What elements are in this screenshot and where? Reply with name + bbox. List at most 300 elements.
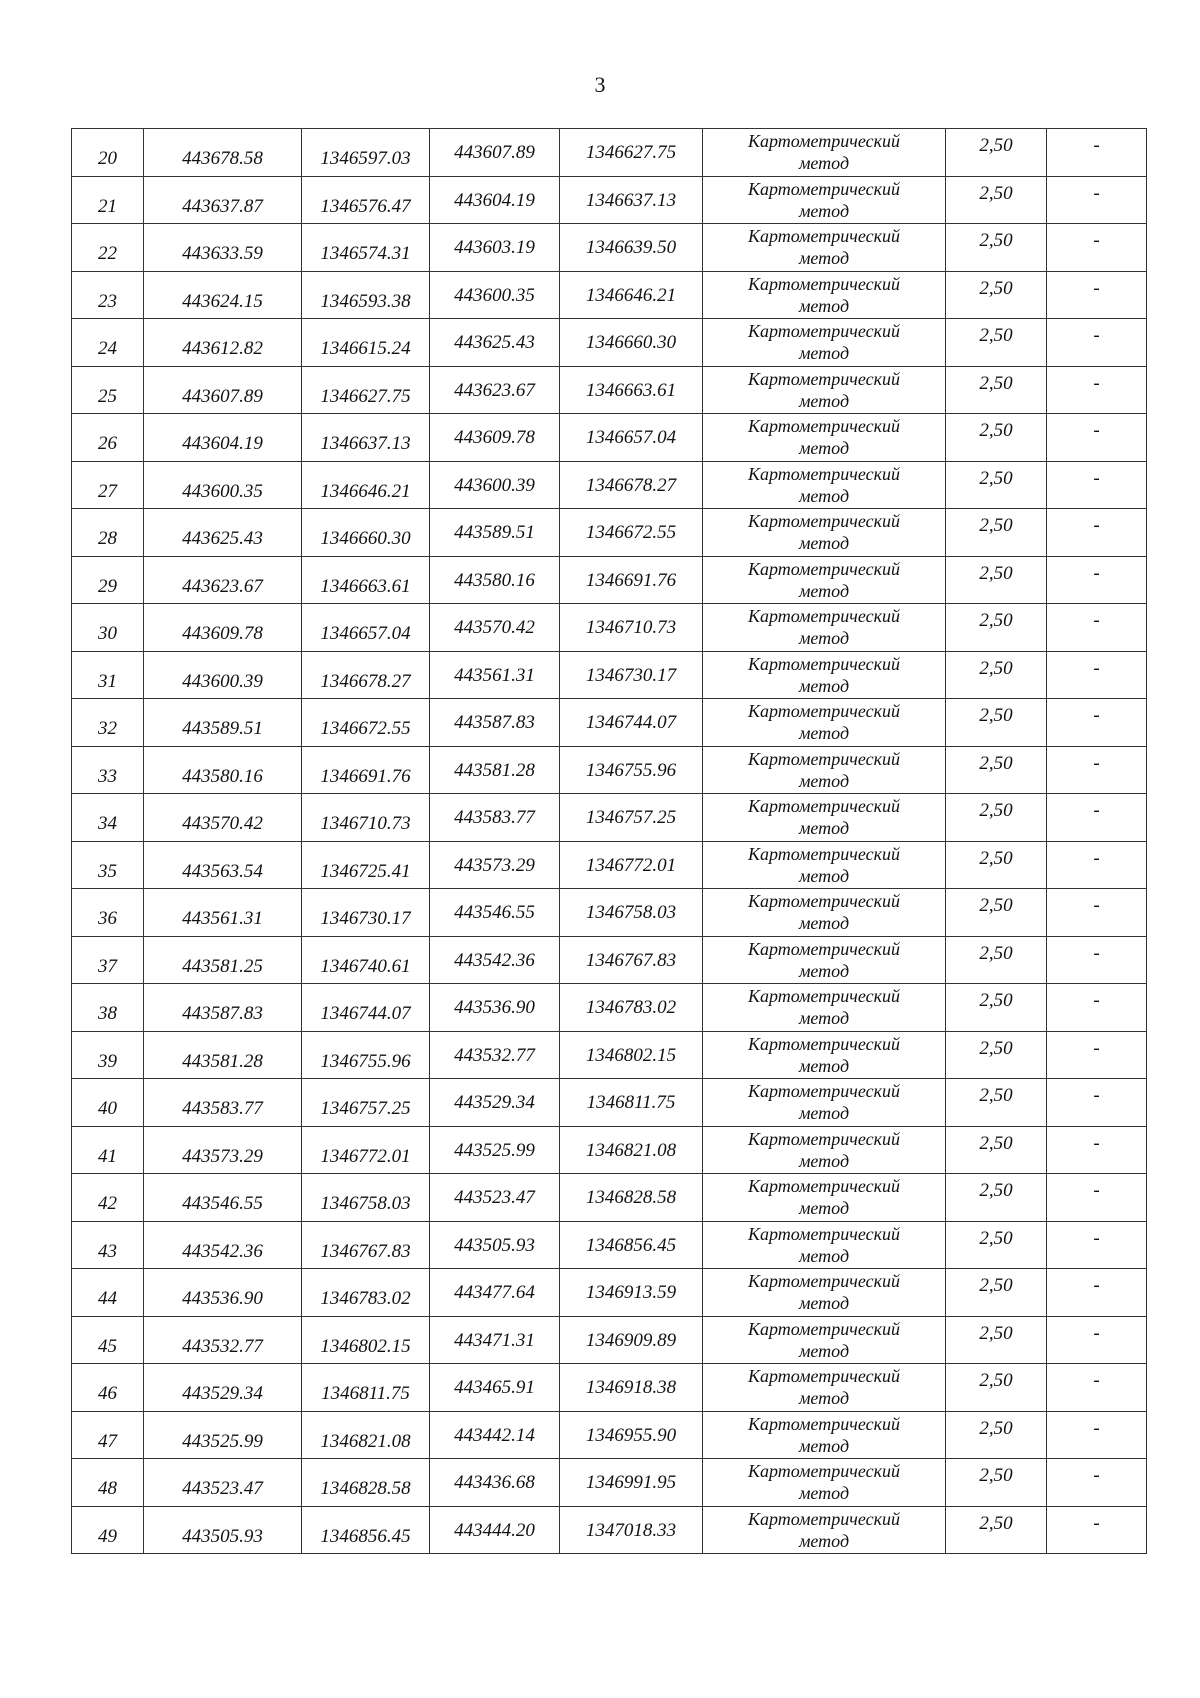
x-end-cell: 443465.91 bbox=[430, 1364, 560, 1412]
accuracy-cell: 2,50 bbox=[946, 1364, 1047, 1412]
x-start-cell: 443583.77 bbox=[144, 1079, 302, 1127]
accuracy-cell: 2,50 bbox=[946, 651, 1047, 699]
method-line-2: метод bbox=[798, 485, 850, 506]
method-line-2: метод bbox=[798, 960, 850, 981]
method-cell bbox=[703, 556, 946, 604]
point-number-cell: 29 bbox=[72, 556, 144, 604]
point-number-cell: 41 bbox=[72, 1126, 144, 1174]
accuracy-cell: 2,50 bbox=[946, 271, 1047, 319]
method-cell bbox=[703, 746, 946, 794]
point-number-cell: 37 bbox=[72, 936, 144, 984]
table-row bbox=[72, 604, 1147, 652]
x-start-cell: 443581.25 bbox=[144, 936, 302, 984]
note-cell: - bbox=[1047, 1316, 1147, 1364]
table-row bbox=[72, 699, 1147, 747]
x-end-cell: 443471.31 bbox=[430, 1316, 560, 1364]
method-line-1: Картометрический bbox=[747, 1271, 900, 1292]
x-end-cell: 443546.55 bbox=[430, 889, 560, 937]
y-end-cell: 1346758.03 bbox=[560, 889, 703, 937]
x-end-cell: 443604.19 bbox=[430, 176, 560, 224]
method-line-1: Картометрический bbox=[747, 273, 900, 294]
point-number-cell: 33 bbox=[72, 746, 144, 794]
y-start-cell: 1346802.15 bbox=[302, 1316, 430, 1364]
accuracy-cell: 2,50 bbox=[946, 176, 1047, 224]
y-end-cell: 1346913.59 bbox=[560, 1269, 703, 1317]
table-row bbox=[72, 1126, 1147, 1174]
y-start-cell: 1346811.75 bbox=[302, 1364, 430, 1412]
method-line-2: метод bbox=[798, 390, 850, 411]
method-line-1: Картометрический bbox=[747, 1081, 900, 1102]
note-cell: - bbox=[1047, 129, 1147, 177]
x-start-cell: 443600.39 bbox=[144, 651, 302, 699]
x-end-cell: 443523.47 bbox=[430, 1174, 560, 1222]
x-end-cell: 443573.29 bbox=[430, 841, 560, 889]
coordinates-table bbox=[71, 128, 1147, 1554]
note-cell: - bbox=[1047, 699, 1147, 747]
method-line-1: Картометрический bbox=[747, 1413, 900, 1434]
method-line-2: метод bbox=[798, 1388, 850, 1409]
point-number-cell: 42 bbox=[72, 1174, 144, 1222]
method-cell bbox=[703, 1316, 946, 1364]
x-end-cell: 443600.39 bbox=[430, 461, 560, 509]
method-cell bbox=[703, 1126, 946, 1174]
note-cell: - bbox=[1047, 604, 1147, 652]
note-cell: - bbox=[1047, 461, 1147, 509]
method-line-1: Картометрический bbox=[747, 938, 900, 959]
y-end-cell: 1346691.76 bbox=[560, 556, 703, 604]
x-end-cell: 443436.68 bbox=[430, 1459, 560, 1507]
table-row bbox=[72, 1221, 1147, 1269]
method-line-2: метод bbox=[798, 153, 850, 174]
point-number-cell: 38 bbox=[72, 984, 144, 1032]
method-line-1: Картометрический bbox=[747, 701, 900, 722]
table-row bbox=[72, 129, 1147, 177]
x-start-cell: 443529.34 bbox=[144, 1364, 302, 1412]
method-line-2: метод bbox=[798, 1483, 850, 1504]
table-row bbox=[72, 984, 1147, 1032]
note-cell: - bbox=[1047, 1411, 1147, 1459]
x-end-cell: 443587.83 bbox=[430, 699, 560, 747]
note-cell: - bbox=[1047, 984, 1147, 1032]
method-cell bbox=[703, 604, 946, 652]
note-cell: - bbox=[1047, 176, 1147, 224]
method-line-2: метод bbox=[798, 818, 850, 839]
y-end-cell: 1346627.75 bbox=[560, 129, 703, 177]
note-cell: - bbox=[1047, 651, 1147, 699]
table-row bbox=[72, 1364, 1147, 1412]
y-start-cell: 1346660.30 bbox=[302, 509, 430, 557]
y-end-cell: 1346821.08 bbox=[560, 1126, 703, 1174]
table-row bbox=[72, 414, 1147, 462]
y-start-cell: 1346740.61 bbox=[302, 936, 430, 984]
accuracy-cell: 2,50 bbox=[946, 1221, 1047, 1269]
method-cell bbox=[703, 651, 946, 699]
method-cell bbox=[703, 224, 946, 272]
x-end-cell: 443600.35 bbox=[430, 271, 560, 319]
point-number-cell: 35 bbox=[72, 841, 144, 889]
point-number-cell: 25 bbox=[72, 366, 144, 414]
method-cell bbox=[703, 366, 946, 414]
x-start-cell: 443587.83 bbox=[144, 984, 302, 1032]
table-row bbox=[72, 889, 1147, 937]
y-end-cell: 1346757.25 bbox=[560, 794, 703, 842]
method-cell bbox=[703, 936, 946, 984]
method-line-1: Картометрический bbox=[747, 558, 900, 579]
x-end-cell: 443609.78 bbox=[430, 414, 560, 462]
method-line-2: метод bbox=[798, 1198, 850, 1219]
accuracy-cell: 2,50 bbox=[946, 414, 1047, 462]
method-line-2: метод bbox=[798, 1245, 850, 1266]
method-line-2: метод bbox=[798, 1435, 850, 1456]
y-start-cell: 1346758.03 bbox=[302, 1174, 430, 1222]
x-start-cell: 443525.99 bbox=[144, 1411, 302, 1459]
accuracy-cell: 2,50 bbox=[946, 461, 1047, 509]
x-start-cell: 443563.54 bbox=[144, 841, 302, 889]
x-end-cell: 443442.14 bbox=[430, 1411, 560, 1459]
accuracy-cell: 2,50 bbox=[946, 319, 1047, 367]
y-start-cell: 1346767.83 bbox=[302, 1221, 430, 1269]
y-end-cell: 1346678.27 bbox=[560, 461, 703, 509]
y-start-cell: 1346574.31 bbox=[302, 224, 430, 272]
x-start-cell: 443678.58 bbox=[144, 129, 302, 177]
method-cell bbox=[703, 461, 946, 509]
note-cell: - bbox=[1047, 936, 1147, 984]
method-line-1: Картометрический bbox=[747, 178, 900, 199]
point-number-cell: 44 bbox=[72, 1269, 144, 1317]
x-end-cell: 443580.16 bbox=[430, 556, 560, 604]
method-line-2: метод bbox=[798, 1055, 850, 1076]
note-cell: - bbox=[1047, 794, 1147, 842]
method-line-1: Картометрический bbox=[747, 748, 900, 769]
x-end-cell: 443607.89 bbox=[430, 129, 560, 177]
method-cell bbox=[703, 271, 946, 319]
method-line-1: Картометрический bbox=[747, 891, 900, 912]
y-end-cell: 1346991.95 bbox=[560, 1459, 703, 1507]
accuracy-cell: 2,50 bbox=[946, 556, 1047, 604]
x-end-cell: 443536.90 bbox=[430, 984, 560, 1032]
x-start-cell: 443609.78 bbox=[144, 604, 302, 652]
x-end-cell: 443505.93 bbox=[430, 1221, 560, 1269]
x-start-cell: 443604.19 bbox=[144, 414, 302, 462]
table-row bbox=[72, 1174, 1147, 1222]
table-row bbox=[72, 509, 1147, 557]
y-start-cell: 1346627.75 bbox=[302, 366, 430, 414]
note-cell: - bbox=[1047, 366, 1147, 414]
x-start-cell: 443505.93 bbox=[144, 1506, 302, 1554]
x-start-cell: 443523.47 bbox=[144, 1459, 302, 1507]
table-row bbox=[72, 794, 1147, 842]
method-line-1: Картометрический bbox=[747, 131, 900, 152]
table-row bbox=[72, 224, 1147, 272]
table-row bbox=[72, 319, 1147, 367]
accuracy-cell: 2,50 bbox=[946, 224, 1047, 272]
note-cell: - bbox=[1047, 224, 1147, 272]
table-row bbox=[72, 176, 1147, 224]
y-end-cell: 1346918.38 bbox=[560, 1364, 703, 1412]
note-cell: - bbox=[1047, 1506, 1147, 1554]
method-cell bbox=[703, 1031, 946, 1079]
accuracy-cell: 2,50 bbox=[946, 1269, 1047, 1317]
point-number-cell: 45 bbox=[72, 1316, 144, 1364]
accuracy-cell: 2,50 bbox=[946, 936, 1047, 984]
note-cell: - bbox=[1047, 889, 1147, 937]
point-number-cell: 23 bbox=[72, 271, 144, 319]
method-line-1: Картометрический bbox=[747, 1461, 900, 1482]
x-start-cell: 443612.82 bbox=[144, 319, 302, 367]
y-end-cell: 1346811.75 bbox=[560, 1079, 703, 1127]
method-line-1: Картометрический bbox=[747, 843, 900, 864]
y-start-cell: 1346615.24 bbox=[302, 319, 430, 367]
note-cell: - bbox=[1047, 1031, 1147, 1079]
method-line-2: метод bbox=[798, 1340, 850, 1361]
x-end-cell: 443542.36 bbox=[430, 936, 560, 984]
y-end-cell: 1346657.04 bbox=[560, 414, 703, 462]
y-start-cell: 1346828.58 bbox=[302, 1459, 430, 1507]
note-cell: - bbox=[1047, 319, 1147, 367]
table-row bbox=[72, 651, 1147, 699]
method-cell bbox=[703, 1269, 946, 1317]
table-row bbox=[72, 1411, 1147, 1459]
y-start-cell: 1346646.21 bbox=[302, 461, 430, 509]
y-end-cell: 1346637.13 bbox=[560, 176, 703, 224]
y-start-cell: 1346597.03 bbox=[302, 129, 430, 177]
method-line-2: метод bbox=[798, 295, 850, 316]
table-row bbox=[72, 461, 1147, 509]
method-line-2: метод bbox=[798, 1103, 850, 1124]
table-row bbox=[72, 1079, 1147, 1127]
accuracy-cell: 2,50 bbox=[946, 699, 1047, 747]
method-cell bbox=[703, 889, 946, 937]
accuracy-cell: 2,50 bbox=[946, 1411, 1047, 1459]
method-cell bbox=[703, 1079, 946, 1127]
point-number-cell: 26 bbox=[72, 414, 144, 462]
method-line-2: метод bbox=[798, 533, 850, 554]
page-number: 3 bbox=[594, 72, 606, 97]
y-end-cell: 1346744.07 bbox=[560, 699, 703, 747]
x-end-cell: 443477.64 bbox=[430, 1269, 560, 1317]
method-cell bbox=[703, 699, 946, 747]
point-number-cell: 47 bbox=[72, 1411, 144, 1459]
method-line-1: Картометрический bbox=[747, 368, 900, 389]
y-start-cell: 1346678.27 bbox=[302, 651, 430, 699]
y-end-cell: 1346672.55 bbox=[560, 509, 703, 557]
y-start-cell: 1346856.45 bbox=[302, 1506, 430, 1554]
y-start-cell: 1346730.17 bbox=[302, 889, 430, 937]
method-line-2: метод bbox=[798, 1150, 850, 1171]
method-line-2: метод bbox=[798, 1008, 850, 1029]
y-start-cell: 1346757.25 bbox=[302, 1079, 430, 1127]
accuracy-cell: 2,50 bbox=[946, 1031, 1047, 1079]
method-line-1: Картометрический bbox=[747, 1318, 900, 1339]
y-end-cell: 1346730.17 bbox=[560, 651, 703, 699]
x-start-cell: 443561.31 bbox=[144, 889, 302, 937]
method-cell bbox=[703, 1411, 946, 1459]
method-line-2: метод bbox=[798, 628, 850, 649]
table-row bbox=[72, 936, 1147, 984]
y-start-cell: 1346672.55 bbox=[302, 699, 430, 747]
note-cell: - bbox=[1047, 1079, 1147, 1127]
note-cell: - bbox=[1047, 1126, 1147, 1174]
method-line-1: Картометрический bbox=[747, 1176, 900, 1197]
y-start-cell: 1346637.13 bbox=[302, 414, 430, 462]
accuracy-cell: 2,50 bbox=[946, 1126, 1047, 1174]
method-cell bbox=[703, 1174, 946, 1222]
method-cell bbox=[703, 319, 946, 367]
point-number-cell: 40 bbox=[72, 1079, 144, 1127]
point-number-cell: 49 bbox=[72, 1506, 144, 1554]
note-cell: - bbox=[1047, 556, 1147, 604]
x-start-cell: 443624.15 bbox=[144, 271, 302, 319]
method-line-2: метод bbox=[798, 1530, 850, 1551]
point-number-cell: 48 bbox=[72, 1459, 144, 1507]
method-line-2: метод bbox=[798, 343, 850, 364]
method-cell bbox=[703, 1459, 946, 1507]
method-line-1: Картометрический bbox=[747, 606, 900, 627]
method-line-1: Картометрический bbox=[747, 986, 900, 1007]
y-start-cell: 1346691.76 bbox=[302, 746, 430, 794]
note-cell: - bbox=[1047, 509, 1147, 557]
y-start-cell: 1346657.04 bbox=[302, 604, 430, 652]
x-start-cell: 443623.67 bbox=[144, 556, 302, 604]
x-start-cell: 443546.55 bbox=[144, 1174, 302, 1222]
method-line-1: Картометрический bbox=[747, 416, 900, 437]
method-cell bbox=[703, 509, 946, 557]
method-cell bbox=[703, 129, 946, 177]
y-end-cell: 1346663.61 bbox=[560, 366, 703, 414]
method-line-2: метод bbox=[798, 723, 850, 744]
x-start-cell: 443633.59 bbox=[144, 224, 302, 272]
note-cell: - bbox=[1047, 841, 1147, 889]
y-end-cell: 1346802.15 bbox=[560, 1031, 703, 1079]
method-line-1: Картометрический bbox=[747, 511, 900, 532]
method-cell bbox=[703, 1506, 946, 1554]
method-line-1: Картометрический bbox=[747, 1128, 900, 1149]
method-line-1: Картометрический bbox=[747, 1033, 900, 1054]
x-start-cell: 443573.29 bbox=[144, 1126, 302, 1174]
method-line-1: Картометрический bbox=[747, 1366, 900, 1387]
point-number-cell: 32 bbox=[72, 699, 144, 747]
table-row bbox=[72, 1316, 1147, 1364]
table-row bbox=[72, 556, 1147, 604]
point-number-cell: 30 bbox=[72, 604, 144, 652]
method-cell bbox=[703, 1364, 946, 1412]
method-line-1: Картометрический bbox=[747, 1508, 900, 1529]
method-line-2: метод bbox=[798, 770, 850, 791]
accuracy-cell: 2,50 bbox=[946, 984, 1047, 1032]
y-start-cell: 1346755.96 bbox=[302, 1031, 430, 1079]
accuracy-cell: 2,50 bbox=[946, 129, 1047, 177]
method-line-2: метод bbox=[798, 248, 850, 269]
y-end-cell: 1346660.30 bbox=[560, 319, 703, 367]
method-line-2: метод bbox=[798, 675, 850, 696]
table-body bbox=[72, 129, 1147, 1554]
accuracy-cell: 2,50 bbox=[946, 889, 1047, 937]
x-start-cell: 443600.35 bbox=[144, 461, 302, 509]
x-end-cell: 443581.28 bbox=[430, 746, 560, 794]
x-end-cell: 443525.99 bbox=[430, 1126, 560, 1174]
note-cell: - bbox=[1047, 1269, 1147, 1317]
y-start-cell: 1346725.41 bbox=[302, 841, 430, 889]
table-row bbox=[72, 271, 1147, 319]
y-start-cell: 1346744.07 bbox=[302, 984, 430, 1032]
x-end-cell: 443444.20 bbox=[430, 1506, 560, 1554]
note-cell: - bbox=[1047, 271, 1147, 319]
x-start-cell: 443536.90 bbox=[144, 1269, 302, 1317]
x-end-cell: 443623.67 bbox=[430, 366, 560, 414]
x-start-cell: 443532.77 bbox=[144, 1316, 302, 1364]
table-row bbox=[72, 1269, 1147, 1317]
note-cell: - bbox=[1047, 1459, 1147, 1507]
y-start-cell: 1346783.02 bbox=[302, 1269, 430, 1317]
table-row bbox=[72, 366, 1147, 414]
x-start-cell: 443607.89 bbox=[144, 366, 302, 414]
method-cell bbox=[703, 794, 946, 842]
x-start-cell: 443581.28 bbox=[144, 1031, 302, 1079]
note-cell: - bbox=[1047, 1174, 1147, 1222]
y-end-cell: 1346772.01 bbox=[560, 841, 703, 889]
method-line-2: метод bbox=[798, 200, 850, 221]
y-end-cell: 1346856.45 bbox=[560, 1221, 703, 1269]
y-end-cell: 1346828.58 bbox=[560, 1174, 703, 1222]
point-number-cell: 22 bbox=[72, 224, 144, 272]
method-cell bbox=[703, 1221, 946, 1269]
y-end-cell: 1346783.02 bbox=[560, 984, 703, 1032]
accuracy-cell: 2,50 bbox=[946, 1459, 1047, 1507]
x-end-cell: 443603.19 bbox=[430, 224, 560, 272]
x-end-cell: 443532.77 bbox=[430, 1031, 560, 1079]
y-end-cell: 1346767.83 bbox=[560, 936, 703, 984]
table-row bbox=[72, 1506, 1147, 1554]
accuracy-cell: 2,50 bbox=[946, 1316, 1047, 1364]
point-number-cell: 46 bbox=[72, 1364, 144, 1412]
method-line-1: Картометрический bbox=[747, 796, 900, 817]
point-number-cell: 39 bbox=[72, 1031, 144, 1079]
x-start-cell: 443580.16 bbox=[144, 746, 302, 794]
x-start-cell: 443542.36 bbox=[144, 1221, 302, 1269]
x-end-cell: 443589.51 bbox=[430, 509, 560, 557]
x-end-cell: 443570.42 bbox=[430, 604, 560, 652]
y-start-cell: 1346772.01 bbox=[302, 1126, 430, 1174]
method-line-1: Картометрический bbox=[747, 321, 900, 342]
point-number-cell: 43 bbox=[72, 1221, 144, 1269]
method-cell bbox=[703, 841, 946, 889]
x-start-cell: 443570.42 bbox=[144, 794, 302, 842]
method-line-2: метод bbox=[798, 913, 850, 934]
point-number-cell: 27 bbox=[72, 461, 144, 509]
point-number-cell: 36 bbox=[72, 889, 144, 937]
table-row bbox=[72, 1031, 1147, 1079]
point-number-cell: 20 bbox=[72, 129, 144, 177]
x-start-cell: 443625.43 bbox=[144, 509, 302, 557]
accuracy-cell: 2,50 bbox=[946, 604, 1047, 652]
y-end-cell: 1346909.89 bbox=[560, 1316, 703, 1364]
accuracy-cell: 2,50 bbox=[946, 1174, 1047, 1222]
method-line-2: метод bbox=[798, 1293, 850, 1314]
x-end-cell: 443625.43 bbox=[430, 319, 560, 367]
method-line-2: метод bbox=[798, 438, 850, 459]
x-end-cell: 443529.34 bbox=[430, 1079, 560, 1127]
x-end-cell: 443583.77 bbox=[430, 794, 560, 842]
accuracy-cell: 2,50 bbox=[946, 509, 1047, 557]
accuracy-cell: 2,50 bbox=[946, 366, 1047, 414]
y-end-cell: 1347018.33 bbox=[560, 1506, 703, 1554]
method-line-1: Картометрический bbox=[747, 1223, 900, 1244]
y-end-cell: 1346646.21 bbox=[560, 271, 703, 319]
accuracy-cell: 2,50 bbox=[946, 841, 1047, 889]
point-number-cell: 28 bbox=[72, 509, 144, 557]
point-number-cell: 21 bbox=[72, 176, 144, 224]
y-end-cell: 1346955.90 bbox=[560, 1411, 703, 1459]
